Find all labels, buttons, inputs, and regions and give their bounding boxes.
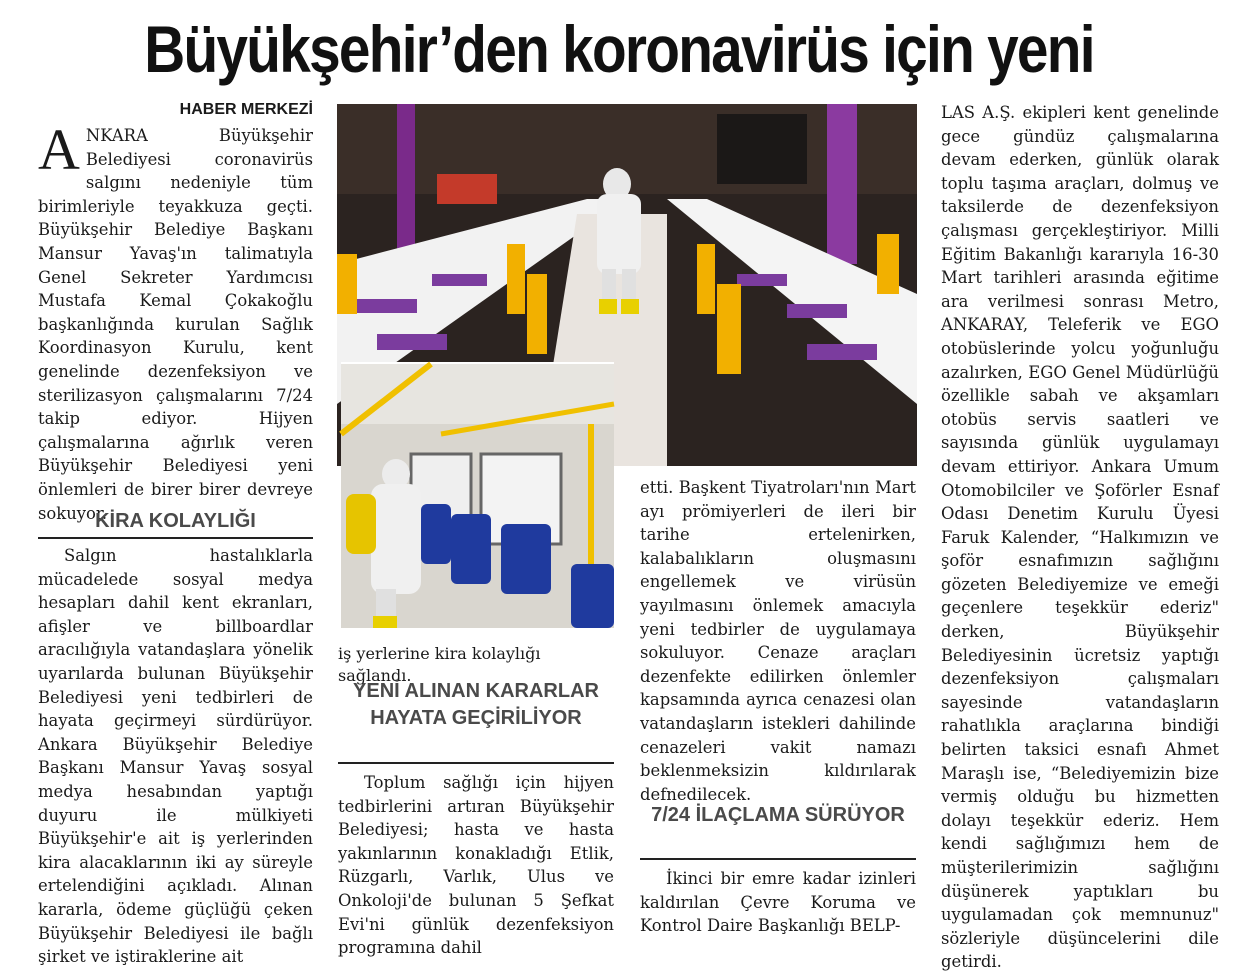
bus-photo: [341, 362, 614, 628]
byline: HABER MERKEZİ: [179, 101, 313, 118]
kira-paragraph: Salgın hastalıklarla mücadelede sosyal medya hesapları dahil kent ekranları, afişler ve billboardlar aracılığıyla vatandaşlara yönelik uyarılarda bulunan Büyükşehir Belediyesi yeni tedbirleri de hayata geçirmeyi sürdürüyor. Ankara Büyükşehir Belediye Başkanı Mansur Yavaş sosyal medya hesabından yaptığı duyuru ile mülkiyeti Büyükşehir'e ait iş yerlerinden kira alacaklarının iki ay süreyle ertelendiğini açıkladı. Alınan kararla, ödeme güçlüğü çeken Büyükşehir Belediyesi ile bağlı şirket ve iştiraklerine ait: [38, 546, 313, 967]
column-3-body-2: [640, 867, 916, 945]
headline: Büyükşehir’den koronavirüs için yeni: [144, 12, 1094, 86]
subhead-ilaclama: 7/24 İLAÇLAMA SÜRÜYOR: [651, 804, 905, 826]
bus-disinfection-image: [341, 364, 614, 628]
intro-paragraph: NKARA Büyükşehir Belediyesi coronavirüs salgını nedeniyle tüm birimleriyle teyakkuza geçti. Büyükşehir Belediye Başkanı Mansur Yavaş'ın talimatıyla Genel Sekreter Yardımcısı Mustafa Kemal Çokakoğlu başkanlığında kurulan Sağlık Koordinasyon Kurulu, kent genelinde dezenfeksiyon ve sterilizasyon çalışmalarını 7/24 takip ediyor. Hijyen çalışmalarına ağırlık veren Büyükşehir Belediyesi yeni önlemleri de birer birer devreye sokuyor.: [38, 126, 313, 523]
column-2-body: [338, 771, 614, 958]
subhead-divider: [640, 858, 916, 860]
ilaclama-paragraph: İkinci bir emre kadar izinleri kaldırılan Çevre Koruma ve Kontrol Daire Başkanlığı BELP-: [640, 869, 916, 936]
column-3-body: [640, 476, 916, 804]
subhead-yeni-kararlar: YENİ ALINAN KARARLAR HAYATA GEÇİRİLİYOR: [353, 680, 599, 729]
restaurant-photo: [337, 104, 917, 356]
photo-caption: iş yerlerine kira kolaylığı sağlandı.: [338, 644, 541, 685]
subhead-divider: [38, 537, 313, 539]
subhead-kira: KİRA KOLAYLIĞI: [95, 510, 256, 532]
drop-cap: A: [38, 117, 80, 182]
theatre-paragraph: etti. Başkent Tiyatroları'nın Mart ayı prömiyerleri de ileri bir tarihe ertelenirken, kalabalıkların oluşmasını engellemek ve virüsün yayılmasını önlemek amacıyla yeni tedbirler de uygulamaya sokuluyor. Cenaze araçları dezenfekte edilirken önlemler kapsamında ayrıca cenazesi olan vatandaşların istekleri dahilinde cenazeleri vakit namazı beklenmeksizin kıldırılarak defnedilecek.: [640, 478, 916, 804]
column-4-body: [941, 101, 1219, 972]
yeni-kararlar-paragraph: Toplum sağlığı için hijyen tedbirlerini artıran Büyükşehir Belediyesi; hasta ve hasta yakınlarının konakladığı Etlik, Rüzgarlı, Varlık, Ulus ve Onkoloji'de bulunan 5 Şefkat Evi'ni günlük dezenfeksiyon programına dahil: [338, 773, 614, 958]
subhead-divider: [338, 762, 614, 764]
belplas-paragraph: LAS A.Ş. ekipleri kent genelinde gece gündüz çalışmalarına devam ederken, günlük olarak toplu taşıma araçları, dolmuş ve taksilerde de dezenfeksiyon çalışması gerçekleştiriyor. Milli Eğitim Bakanlığı kararıyla 16-30 Mart tarihleri arasında eğitime ara verilmesi sonrası Metro, ANKARAY, Teleferik ve EGO otobüslerinde yolcu yoğunluğu azalırken, EGO Genel Müdürlüğü özellikle sabah ve akşamları otobüs servis saatleri ve sayısında günlük uygulamayı devam ettiriyor. Ankara Umum Otomobilciler ve Şoförler Esnaf Odası Denetim Kurulu Üyesi Faruk Kalender, “Halkımızın ve şoför esnafımızın sağlığını gözeten Belediyemize ve emeği geçenlere teşekkür ederiz" derken, Büyükşehir Belediyesinin ücretsiz yaptığı dezenfeksiyon çalışmaları sayesinde vatandaşların rahatlıkla araçlarına bindiği belirten taksici esnafı Ahmet Maraşlı ise, “Belediyemizin bize vermiş olduğu bu hizmetten dolayı teşekkür ederiz. Hem kendi sağlığımızı hem de müşterilerimizin sağlığını düşünerek yaptıkları bu uygulamadan çok memnunuz" sözleriyle düşüncelerini dile getirdi.: [941, 103, 1219, 972]
column-1-body: [38, 544, 313, 967]
